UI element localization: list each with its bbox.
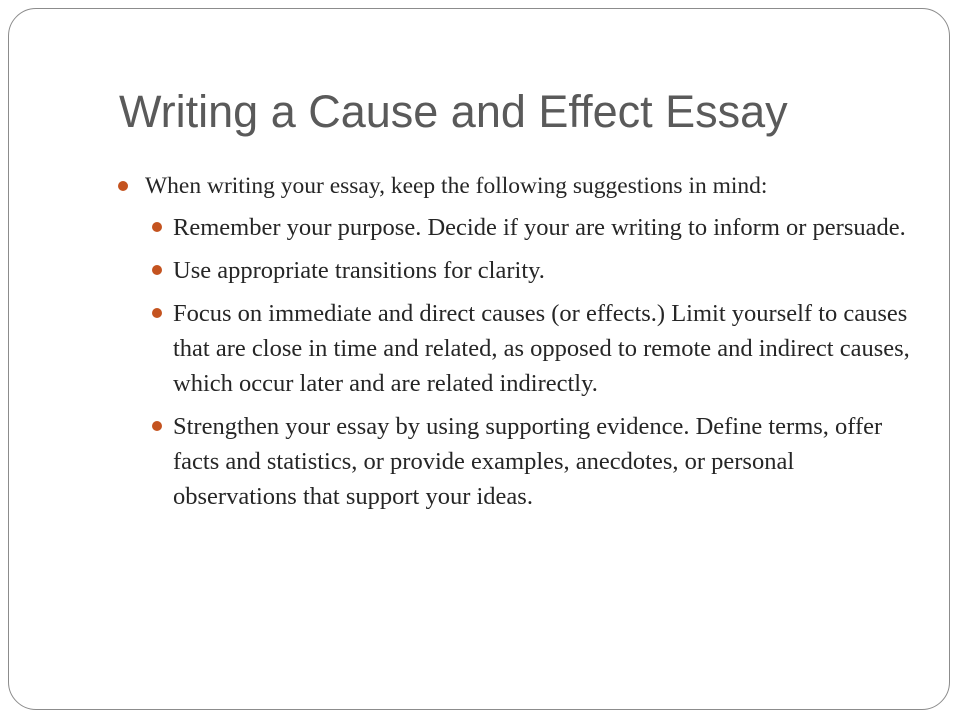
suggestion-item — [147, 296, 917, 401]
slide — [8, 8, 950, 710]
bullet-icon — [118, 181, 128, 191]
bullet-icon — [152, 421, 162, 431]
bullet-icon — [152, 222, 162, 232]
slide-body — [117, 170, 917, 522]
suggestion-text: Use appropriate transitions for clarity. — [173, 257, 545, 284]
suggestion-item — [147, 253, 917, 288]
intro-bullet — [117, 170, 917, 203]
suggestion-item — [147, 409, 917, 514]
suggestion-text: Remember your purpose. Decide if your are writing to inform or persuade. — [173, 214, 906, 241]
suggestion-text: Focus on immediate and direct causes (or effects.) Limit yourself to causes that are close in time and related, as opposed to remote and indirect causes, which occur later and are related indirectly. — [173, 300, 910, 397]
suggestion-item — [147, 210, 917, 245]
bullet-icon — [152, 265, 162, 275]
suggestion-text: Strengthen your essay by using supporting evidence. Define terms, offer facts and statistics, or provide examples, anecdotes, or personal observations that support your ideas. — [173, 413, 883, 510]
slide-title: Writing a Cause and Effect Essay — [119, 86, 788, 137]
bullet-icon — [152, 308, 162, 318]
intro-text: When writing your essay, keep the following suggestions in mind: — [145, 173, 768, 199]
